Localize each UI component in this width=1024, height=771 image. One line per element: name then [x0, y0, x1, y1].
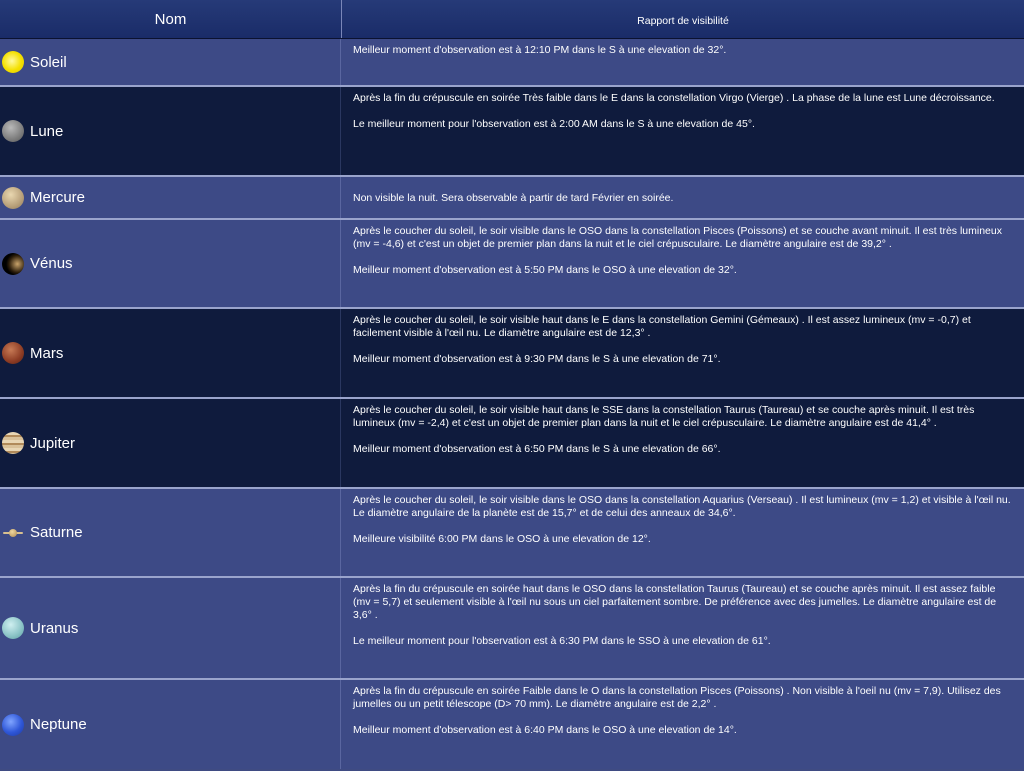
- visibility-report: [341, 399, 1024, 487]
- object-name: Saturne: [30, 524, 83, 541]
- mars-icon: [2, 342, 24, 364]
- object-name: Soleil: [30, 53, 67, 71]
- saturn-body: [9, 529, 17, 537]
- table-header: [0, 0, 1024, 39]
- report-paragraph: Après le coucher du soleil, le soir visible dans le OSO dans la constellation Aquarius (Verseau) . Il est lumineux (mv = 1,2) et visible à l'œil nu. Le diamètre angulaire de la planète est de 15,7° et de celui des anneaux de 34,6°.: [353, 494, 1011, 519]
- object-name: Neptune: [30, 716, 87, 733]
- moon-icon: [2, 120, 24, 142]
- object-name: Vénus: [30, 255, 73, 272]
- object-name: Jupiter: [30, 434, 76, 452]
- report-paragraph: Après la fin du crépuscule en soirée haut dans le OSO dans la constellation Taurus (Taureau) et se couche après minuit. Il est assez faible (mv = 5,7) et seulement visible à l'œil nu sous un ciel parfaitement sombre. De préférence avec des jumelles. Le diamètre angulaire est de 3,6° .: [353, 583, 997, 621]
- neptune-icon: [2, 714, 24, 736]
- report-paragraph: Le meilleur moment pour l'observation est à 2:00 AM dans le S à une elevation de 45°.: [353, 118, 755, 130]
- object-name-cell: [0, 309, 341, 397]
- report-paragraph: Non visible la nuit. Sera observable à partir de tard Février en soirée.: [353, 192, 674, 204]
- report-paragraph: Meilleur moment d'observation est à 5:50 PM dans le OSO à une elevation de 32°.: [353, 264, 737, 276]
- object-name-cell: [0, 489, 341, 576]
- object-name-cell: [0, 87, 341, 175]
- object-name: Mars: [30, 344, 64, 362]
- saturn-icon: [2, 522, 24, 544]
- object-name: Mercure: [30, 189, 86, 206]
- report-paragraph: Le meilleur moment pour l'observation est à 6:30 PM dans le SSO à une elevation de 61°.: [353, 635, 771, 647]
- visibility-report: [341, 39, 1024, 85]
- object-name-cell: [0, 177, 341, 218]
- report-paragraph: Après la fin du crépuscule en soirée Faible dans le O dans la constellation Pisces (Poissons) . Non visible à l'oeil nu (mv = 7,9). Utilisez des jumelles ou un petit télescope (D> 70 mm). Le diamètre angulaire est de 2,2° .: [353, 685, 1001, 710]
- report-paragraph: Meilleur moment d'observation est à 6:50 PM dans le S à une elevation de 66°.: [353, 443, 721, 455]
- object-name: Lune: [30, 122, 64, 140]
- table-row[interactable]: [0, 489, 1024, 578]
- table-row[interactable]: [0, 578, 1024, 680]
- report-paragraph: Après le coucher du soleil, le soir visible haut dans le SSE dans la constellation Taurus (Taureau) et se couche après minuit. Il est très lumineux (mv = -2,4) et c'est un objet de premier plan dans la nuit et le ciel crépusculaire. Le diamètre angulaire est de 41,4° .: [353, 404, 975, 429]
- object-name-cell: [0, 578, 341, 678]
- sun-icon: [2, 51, 24, 73]
- report-paragraph: Après le coucher du soleil, le soir visible dans le OSO dans la constellation Pisces (Poissons) et se couche avant minuit. Il est très lumineux (mv = -4,6) et c'est un objet de premier plan dans la nuit et le ciel crépusculaire. Le diamètre angulaire est de 39,2° .: [353, 225, 1002, 250]
- object-name-cell: [0, 399, 341, 487]
- table-row[interactable]: [0, 177, 1024, 220]
- object-name: Uranus: [30, 619, 79, 637]
- visibility-report: [341, 87, 1024, 175]
- visibility-report: [341, 177, 1024, 218]
- report-paragraph: Meilleure visibilité 6:00 PM dans le OSO à une elevation de 12°.: [353, 533, 651, 545]
- report-paragraph: Après le coucher du soleil, le soir visible haut dans le E dans la constellation Gemini (Gémeaux) . Il est assez lumineux (mv = -0,7) et facilement visible à l'œil nu. Le diamètre angulaire est de 12,3° .: [353, 314, 971, 339]
- object-name-cell: [0, 680, 341, 769]
- table-row[interactable]: [0, 309, 1024, 399]
- report-paragraph: Meilleur moment d'observation est à 9:30 PM dans le S à une elevation de 71°.: [353, 353, 721, 365]
- uranus-icon: [2, 617, 24, 639]
- table-row[interactable]: [0, 220, 1024, 309]
- column-header-report[interactable]: Rapport de visibilité: [637, 15, 729, 27]
- report-paragraph: Meilleur moment d'observation est à 12:10 PM dans le S à une elevation de 32°.: [353, 44, 727, 56]
- venus-icon: [2, 253, 24, 275]
- jupiter-icon: [2, 432, 24, 454]
- object-name-cell: [0, 220, 341, 307]
- report-paragraph: Après la fin du crépuscule en soirée Très faible dans le E dans la constellation Virgo (Vierge) . La phase de la lune est Lune décroissance.: [353, 92, 995, 104]
- table-row[interactable]: [0, 399, 1024, 489]
- table-row[interactable]: [0, 39, 1024, 87]
- visibility-report: [341, 680, 1024, 769]
- table-row[interactable]: [0, 87, 1024, 177]
- visibility-report: [341, 578, 1024, 678]
- report-paragraph: Meilleur moment d'observation est à 6:40 PM dans le OSO à une elevation de 14°.: [353, 724, 737, 736]
- visibility-report: [341, 489, 1024, 576]
- object-name-cell: [0, 39, 341, 85]
- table-row[interactable]: [0, 680, 1024, 769]
- column-header-name[interactable]: Nom: [0, 0, 342, 38]
- mercury-icon: [2, 187, 24, 209]
- visibility-report: [341, 309, 1024, 397]
- visibility-report: [341, 220, 1024, 307]
